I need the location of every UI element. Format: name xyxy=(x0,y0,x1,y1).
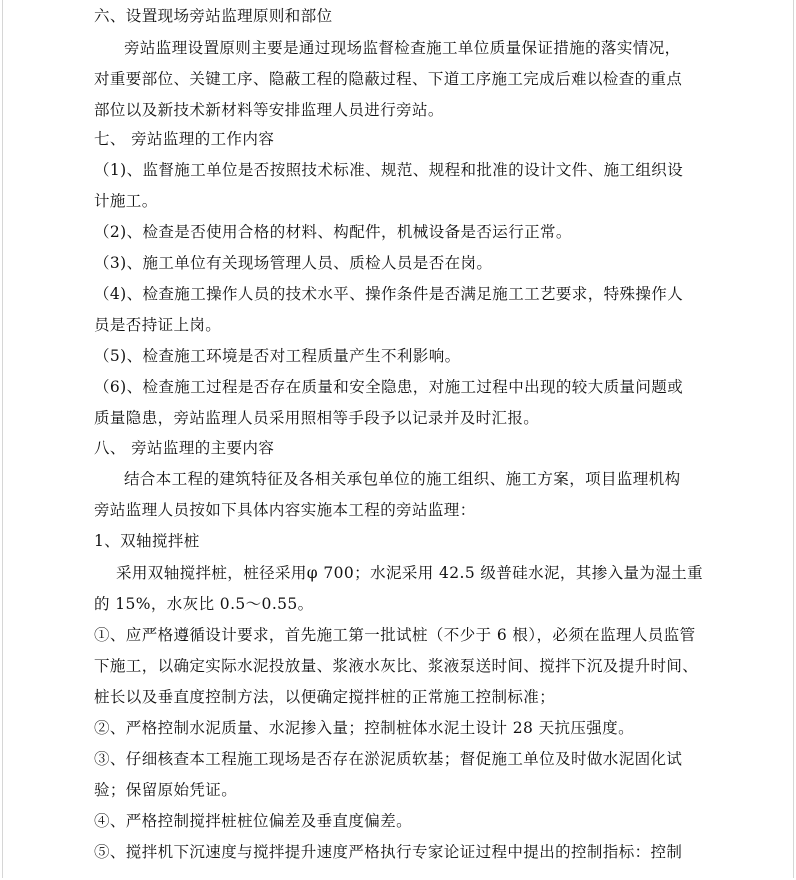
list-item: （6)、检查施工过程是否存在质量和安全隐患，对施工过程中出现的较大质量问题或 xyxy=(94,378,684,396)
list-item: （3)、施工单位有关现场管理人员、质检人员是否在岗。 xyxy=(94,254,493,272)
list-item-continuation: 员是否持证上岗。 xyxy=(94,316,222,334)
list-item: （1)、监督施工单位是否按照技术标准、规范、规程和批准的设计文件、施工组织设 xyxy=(94,161,684,179)
list-item-continuation: 验；保留原始凭证。 xyxy=(94,781,238,799)
section-heading-6: 六、设置现场旁站监理原则和部位 xyxy=(94,7,333,25)
subsection-heading: 1、双轴搅拌桩 xyxy=(94,532,200,550)
list-item: ⑤、搅拌机下沉速度与搅拌提升速度严格执行专家论证过程中提出的控制指标：控制 xyxy=(94,843,683,861)
section-heading-8: 八、 旁站监理的主要内容 xyxy=(94,439,275,457)
section-heading-7: 七、 旁站监理的工作内容 xyxy=(94,130,275,148)
list-item: ①、应严格遵循设计要求，首先施工第一批试桩（不少于 6 根），必须在监理人员监管 xyxy=(94,626,696,644)
list-item: ②、严格控制水泥质量、水泥掺入量；控制桩体水泥土设计 28 天抗压强度。 xyxy=(94,719,634,737)
paragraph-line: 对重要部位、关键工序、隐蔽工程的隐蔽过程、下道工序施工完成后难以检查的重点 xyxy=(94,70,683,88)
paragraph-line: 的 15%，水灰比 0.5～0.55。 xyxy=(94,595,314,613)
list-item: ④、严格控制搅拌桩桩位偏差及垂直度偏差。 xyxy=(94,812,413,830)
list-item: ③、仔细核查本工程施工现场是否存在淤泥质软基；督促施工单位及时做水泥固化试 xyxy=(94,750,683,768)
paragraph-line: 旁站监理人员按如下具体内容实施本工程的旁站监理： xyxy=(94,501,476,519)
paragraph-line: 旁站监理设置原则主要是通过现场监督检查施工单位质量保证措施的落实情况， xyxy=(124,39,681,57)
list-item: （2)、检查是否使用合格的材料、构配件，机械设备是否运行正常。 xyxy=(94,223,572,241)
list-item-continuation: 桩长以及垂直度控制方法，以便确定搅拌桩的正常施工控制标准； xyxy=(94,688,556,706)
list-item-continuation: 计施工。 xyxy=(94,192,158,210)
paragraph-line: 部位以及新技术新材料等安排监理人员进行旁站。 xyxy=(94,101,444,119)
list-item: （5)、检查施工环境是否对工程质量产生不利影响。 xyxy=(94,347,461,365)
list-item-continuation: 下施工，以确定实际水泥投放量、浆液水灰比、浆液泵送时间、搅拌下沉及提升时间、 xyxy=(94,657,699,675)
list-item-continuation: 质量隐患，旁站监理人员采用照相等手段予以记录并及时汇报。 xyxy=(94,409,540,427)
paragraph-line: 采用双轴搅拌桩，桩径采用φ 700；水泥采用 42.5 级普硅水泥，其掺入量为湿土重 xyxy=(116,564,704,582)
paragraph-line: 结合本工程的建筑特征及各相关承包单位的施工组织、施工方案，项目监理机构 xyxy=(124,470,681,488)
list-item: （4)、检查施工操作人员的技术水平、操作条件是否满足施工工艺要求，特殊操作人 xyxy=(94,285,684,303)
